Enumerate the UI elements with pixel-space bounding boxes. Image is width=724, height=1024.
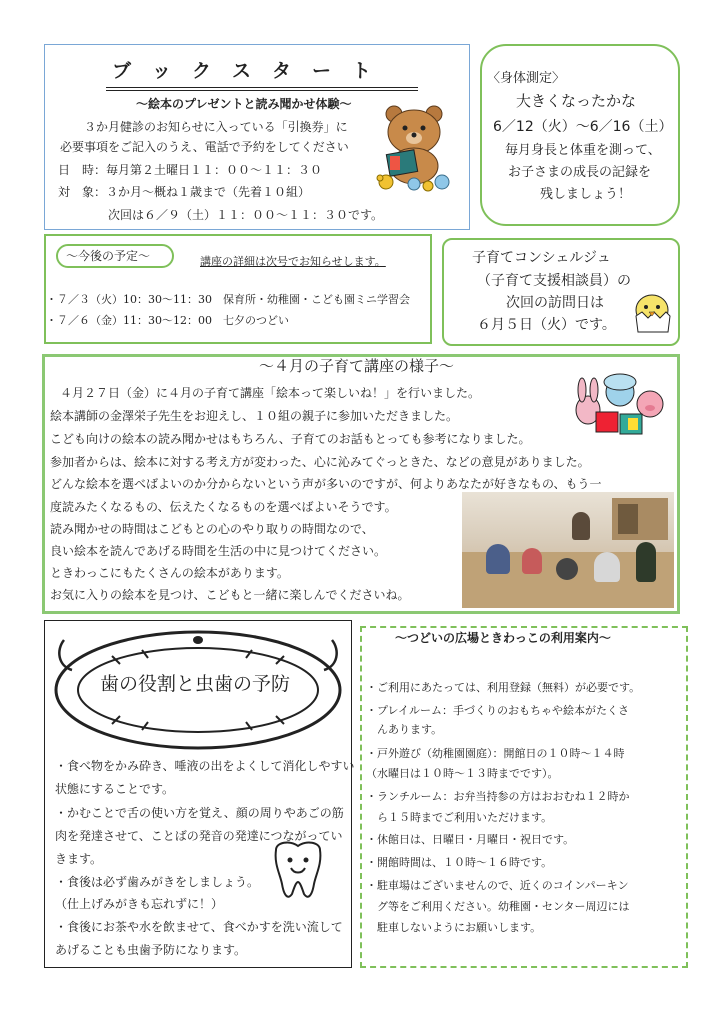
teeth-line-3: ・かむことで舌の使い方を覚え、顔の周りやあごの筋 xyxy=(55,806,344,820)
teeth-line-4: 肉を発達させて、ことばの発音の発達につながってい xyxy=(55,829,343,843)
measurement-line3: 残しましょう！ xyxy=(540,187,632,202)
measurement-line2: お子さまの成長の記録を xyxy=(508,165,652,180)
teeth-line-2: 状態にすることです。 xyxy=(55,782,175,796)
measurement-line1: 毎月身長と体重を測って、 xyxy=(505,143,661,158)
guide-line-1: ・ご利用にあたっては、利用登録（無料）が必要です。 xyxy=(366,681,641,694)
bookstart-title: ブ ッ ク ス タ ー ト xyxy=(112,60,373,82)
guide-line-2: ・プレイルーム：手づくりのおもちゃや絵本がたくさ xyxy=(366,704,630,717)
upcoming-item-1: ・７／３（火）10：30～11：30 保育所・幼稚園・こども園ミニ学習会 xyxy=(46,293,410,306)
chick-icon xyxy=(630,292,674,334)
guide-line-5: （水曜日は１０時～１３時までです）。 xyxy=(366,767,559,780)
teeth-line-6: ・食後は必ず歯みがきをしましょう。 xyxy=(55,875,260,889)
lecture-line-7: 読み聞かせの時間はこどもとの心のやり取りの時間なので、 xyxy=(50,522,374,536)
concierge-line4: ６月５日（火）です。 xyxy=(477,317,616,333)
lecture-line-3: こども向けの絵本の読み聞かせはもちろん、子育てのお話もとっても参考になりました。 xyxy=(50,432,531,446)
guide-line-7: ら１５時までご利用いただけます。 xyxy=(366,811,553,824)
lecture-photo xyxy=(462,492,674,608)
upcoming-item-2: ・７／６（金）11：30～12：00 七夕のつどい xyxy=(46,314,289,327)
lecture-line-5: どんな絵本を選べばよいのか分からないという声が多いのですが、何よりあなたが好きなもの、もう一 xyxy=(50,477,602,491)
lecture-line-8: 良い絵本を読んであげる時間を生活の中に見つけてください。 xyxy=(50,544,387,558)
guide-line-11: グ等をご利用ください。幼稚園・センター周辺には xyxy=(366,900,630,913)
guide-line-4: ・戸外遊び（幼稚園園庭）：開館日の１０時～１４時 xyxy=(366,747,625,760)
bookstart-schedule: 日 時：毎月第２土曜日１１：００～１１：３０ xyxy=(58,163,323,177)
guide-line-12: 駐車しないようにお願いします。 xyxy=(366,921,542,934)
lecture-line-9: ときわっこにもたくさんの絵本があります。 xyxy=(50,566,289,580)
lecture-title: ～４月の子育て講座の様子～ xyxy=(259,357,455,375)
bookstart-next: 次回は６／９（土）１１：００～１１：３０です。 xyxy=(108,208,384,222)
teeth-line-8: ・食後にお茶や水を飲ませて、食べかすを洗い流して xyxy=(55,920,343,934)
lecture-line-6: 度読みたくなるもの、伝えたくなるものを選べばよいそうです。 xyxy=(50,500,397,514)
concierge-line2: （子育て支援相談員）の xyxy=(477,273,631,289)
concierge-line3: 次回の訪問日は xyxy=(506,295,604,311)
guide-line-9: ・開館時間は、１０時～１６時です。 xyxy=(366,856,553,869)
guide-line-6: ・ランチルーム：お弁当持参の方はおおむね１２時か xyxy=(366,790,630,803)
guide-title: ～つどいの広場ときわっこの利用案内～ xyxy=(395,631,611,645)
bear-reading-icon xyxy=(376,104,462,192)
bookstart-line2: 必要事項をご記入のうえ、電話で予約をしてください xyxy=(60,140,349,154)
teeth-line-5: きます。 xyxy=(55,852,103,866)
title-underline xyxy=(106,87,418,91)
guide-line-10: ・駐車場はございませんので、近くのコインパーキン xyxy=(366,879,629,892)
lecture-line-10: お気に入りの絵本を見つけ、こどもと一緒に楽しんでくださいね。 xyxy=(50,588,410,602)
teeth-line-7: （仕上げみがきも忘れずに！） xyxy=(55,897,224,911)
guide-line-8: ・休館日は、日曜日・月曜日・祝日です。 xyxy=(366,833,575,846)
upcoming-note: 講座の詳細は次号でお知らせします。 xyxy=(200,255,386,268)
guide-line-3: んあります。 xyxy=(366,723,443,736)
teeth-line-1: ・食べ物をかみ砕き、唾液の出をよくして消化しやすい xyxy=(55,759,355,773)
measurement-dates: 6／12（火）～6／16（土） xyxy=(493,119,673,135)
lecture-line-1: ４月２７日（金）に４月の子育て講座「絵本って楽しいね！」を行いました。 xyxy=(60,386,481,400)
lecture-line-4: 参加者からは、絵本に対する考え方が変わった、心に沁みてぐっときた、などの意見がありました。 xyxy=(50,455,590,469)
animals-reading-icon xyxy=(566,370,670,440)
measurement-heading: 〈身体測定〉 xyxy=(487,71,566,86)
smiling-tooth-icon xyxy=(268,840,328,902)
bookstart-subtitle: ～絵本のプレゼントと読み聞かせ体験～ xyxy=(136,97,352,111)
measurement-catch: 大きくなったかな xyxy=(516,92,637,110)
teeth-title: 歯の役割と虫歯の予防 xyxy=(100,673,291,695)
upcoming-label: ～今後の予定～ xyxy=(66,249,151,263)
concierge-line1: 子育てコンシェルジュ xyxy=(472,250,611,266)
teeth-line-9: あげることも虫歯予防になります。 xyxy=(55,943,247,957)
lecture-line-2: 絵本講師の金澤栄子先生をお迎えし、１０組の親子に参加いただきました。 xyxy=(50,409,459,423)
bookstart-target: 対 象：３か月～概ね１歳まで（先着１０組） xyxy=(58,185,311,199)
bookstart-line1: ３か月健診のお知らせに入っている「引換券」に xyxy=(84,120,348,134)
